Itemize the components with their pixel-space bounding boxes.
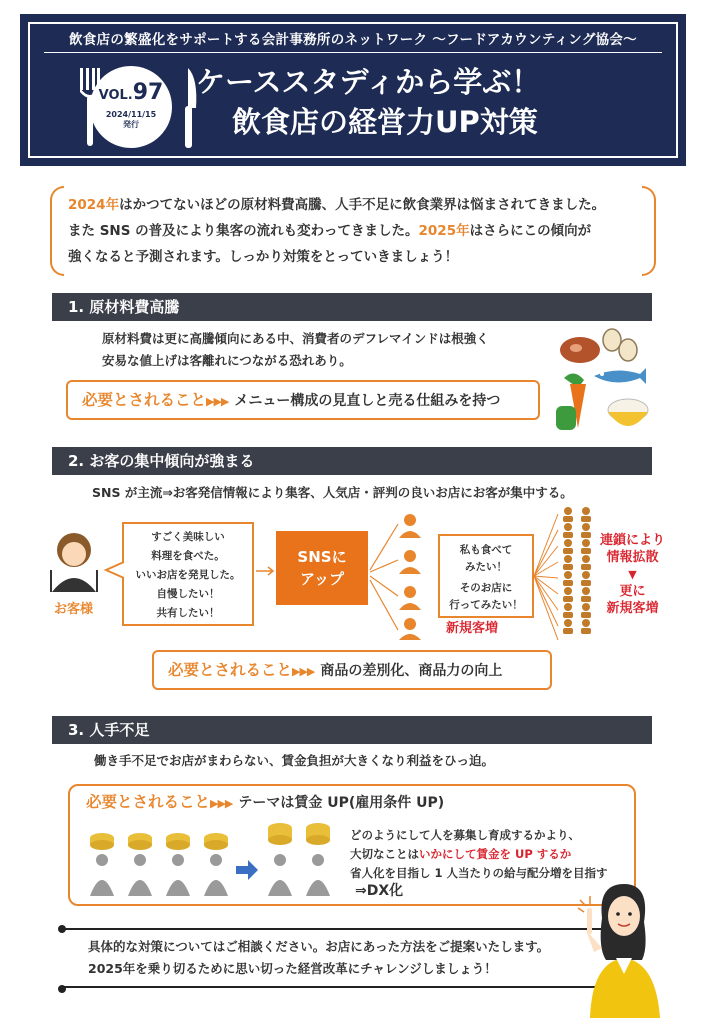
vol-label: VOL. [98,88,133,103]
section-1-body [102,328,489,372]
arrow-right-icon [256,566,276,576]
need-value: テーマは賃金 UP(雇用条件 UP) [238,795,445,811]
section-3-heading: 3. 人手不足 [52,716,652,744]
wage-up-highlight: いかにして賃金を UP するか [419,847,572,861]
need-value: 商品の差別化、商品力の向上 [320,663,503,679]
section-3-body: 働き手不足でお店がまわらない、賃金負担が大きくなり利益をひっ迫。 [94,753,495,768]
bubble-tail-icon [104,560,124,580]
dx-label: ⇒DX化 [355,883,404,899]
customer-speech-bubble: すごく美味しい 料理を食べた。 いいお店を発見した。 自慢したい！ 共有したい！ [122,522,254,626]
vol-number: 97 [132,80,164,105]
highlight-2024: 2024年 [68,197,120,213]
highlight-2025: 2025年 [418,223,470,239]
customer-avatar-icon [44,530,104,596]
intro-line-3: 強くなると予測されます。しっかり対策をとっていきましょう！ [68,249,459,265]
section-3-need-line [86,788,444,818]
need-label: 必要とされること [168,661,293,679]
intro-box [50,184,656,274]
need-label: 必要とされること [82,391,207,409]
section-2-body: SNS が主流⇒お客発信情報により集客、人気店・評判の良いお店にお客が集中する。 [92,485,573,500]
intro-line-2a: また SNS の普及により集客の流れも変わってきました。 [68,223,419,239]
header-banner [20,14,686,166]
association-tagline: 飲食店の繁盛化をサポートする会計事務所のネットワーク ～フードアカウンティング協会～ [68,32,638,48]
section-1-line-2: 安易な値上げは客離れにつながる恐れあり。 [102,353,352,368]
footer-dot [58,985,66,993]
footer-line-1: 具体的な対策についてはご相談ください。お店にあった方法をご提案いたします。 [88,939,550,954]
sns-followers-icon [394,512,426,640]
section-3-points: どのようにして人を募集し育成するかより、 大切なことはいかにして賃金を UP するか 省人化を目指し 1 人当たりの給与配分増を目指す [350,828,608,880]
need-value: メニュー構成の見直しと売る仕組みを持つ [234,393,501,409]
footer-dot [58,925,66,933]
issue-label: 発行 [123,120,139,129]
bracket-left [50,186,64,276]
section-2-heading: 2. お客の集中傾向が強まる [52,447,652,475]
issue-date: 2024/11/15 [105,110,157,119]
sns-upload-box: SNSに アップ [276,531,368,605]
chain-spread-label: 連鎖により 情報拡散 ▼ 更に 新規客増 [600,533,666,616]
knife-icon [176,68,198,148]
customer-label: お客様 [54,602,94,617]
page-title [196,62,540,142]
triple-arrow-icon: ▶▶▶ [206,395,229,408]
volume-badge [90,66,172,148]
section-1-heading: 1. 原材料費高騰 [52,293,652,321]
intro-text [68,192,648,270]
title-line-1: ケーススタディから学ぶ！ [196,65,541,99]
section-2-need-box [152,650,552,690]
footer-text [88,936,549,980]
crowd-icon [560,506,596,642]
section-1-line-1: 原材料費は更に高騰傾向にある中、消費者のデフレマインドは根強く [102,331,489,346]
section-1-need-box [66,380,540,420]
food-ingredients-icon [550,328,660,438]
intro-line-2b: はさらにこの傾向が [469,223,592,239]
fan-out-arrows-icon [534,508,560,644]
need-label: 必要とされること [86,793,211,811]
intro-line-1: はかつてないほどの原材料費高騰、人手不足に飲食業界は悩まされてきました。 [119,197,606,213]
title-line-2: 飲食店の経営力UP対策 [232,105,538,139]
follower-speech-bubble: 私も食べて みたい！ そのお店に 行ってみたい！ [438,534,534,618]
advisor-woman-icon [578,878,668,1018]
header-divider [44,52,662,53]
triple-arrow-icon: ▶▶▶ [292,665,315,678]
triple-arrow-icon: ▶▶▶ [210,797,233,810]
footer-line-2: 2025年を乗り切るために思い切った経営改革にチャレンジしましょう！ [88,961,497,976]
new-customers-label: 新規客増 [446,621,499,636]
wage-up-illustration [88,826,338,898]
down-triangle-icon: ▼ [628,568,637,581]
